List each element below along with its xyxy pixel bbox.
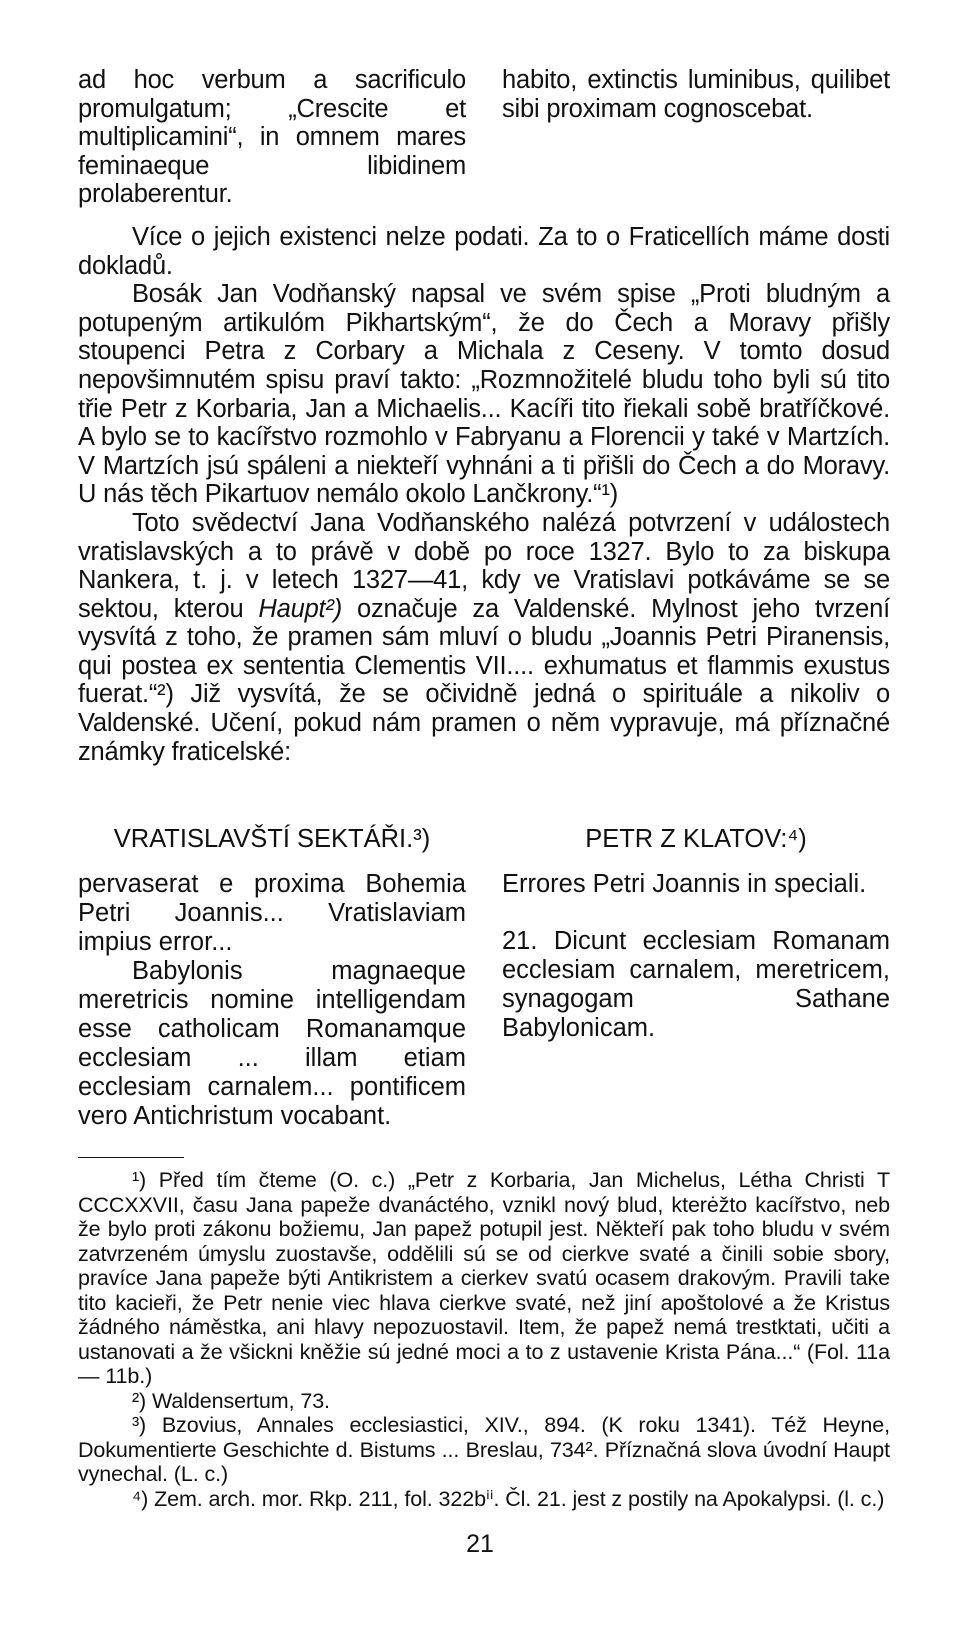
comparison-headings [78, 824, 890, 854]
footnote-2: ²) Waldensertum, 73. [132, 1388, 330, 1413]
footnote-3: ³) Bzovius, Annales ecclesiastici, XIV., 894. (K roku 1341). Též Heyne, Dokumentierte Geschichte d. Bistums ... Breslau, 734². Příznačná slova úvodní Haupt vynechal. (L. c.) [78, 1413, 890, 1487]
footnotes [78, 1168, 890, 1511]
paragraph-3-continuation: označuje za Valdenské. Mylnost jeho tvrzení vysvítá z toho, že pramen sám mluví o bludu „Joannis Petri Piranensis, qui postea ex sententia Clementis VII.... exhumatus et flammis exustus fuerat.“²) Již vysvítá, že se očividně jedná o spirituále a nikoliv o Valdenské. Učení, pokud nám pramen o něm vypravuje, má příznačné známky fraticelské: [78, 594, 890, 766]
footnote-1: ¹) Před tím čteme (O. c.) „Petr z Korbaria, Jan Michelus, Létha Christi T CCCXXVII, času Jana papeže dvanáctého, vznikl nový blud, kterėžto kacířstvo, neb že bylo proti zákonu božiemu, Jan papež potupil jest. Někteří pak toho bludu v svém zatvrzeném úmyslu zuostavše, oddělili sú se od cierkve svaté a činili sobie sbory, pravíce Jana papeže býti Antikristem a cierkev svatú ocasem drakovým. Pravili take tito kacieři, že Petr nenie viec hlava cierkve svaté, než jiní apoštolové a že Kristus žádného náměstka, ani hlavy nepozuostavil. Item, že papež nemá trestktati, učiti a ustanovati a že všickni kněžie sú jedné moci a to z ustavenie Krista Pána...“ (Fol. 11a — 11b.) [78, 1168, 890, 1389]
left-quote-column [78, 870, 466, 1131]
right-quote-2: 21. Dicunt ecclesiam Romanam ecclesiam carnalem, meretricem, synagogam Sathane Babylonicam. [502, 927, 890, 1043]
paragraph-3 [78, 509, 890, 766]
paragraph-3-text: Toto svědectví Jana Vodňanského nalézá potvrzení v událostech vratislavských a to právě v době po roce 1327. Bylo to za biskupa Nankera, t. j. v letech 1327—41, kdy ve Vratislavi potkáváme se se sektou, kterou [78, 508, 890, 623]
top-left-text: ad hoc verbum a sacrificulo promulgatum; „Crescite et multiplicamini“, in omnem mares feminaeque libidinem prolaberentur. [78, 66, 466, 209]
right-quote-column [502, 870, 890, 1131]
page-number: 21 [466, 1530, 494, 1558]
paragraph-1: Více o jejich existenci nelze podati. Za to o Fraticellích máme dosti dokladů. [78, 222, 890, 280]
footnote-4: ⁴) Zem. arch. mor. Rkp. 211, fol. 322bⁱⁱ. Čl. 21. jest z postily na Apokalypsi. (l. c.) [132, 1486, 885, 1511]
left-quote-2: Babylonis magnaeque meretricis nomine intelligendam esse catholicam Romanamque ecclesiam ... illam etiam ecclesiam carnalem... pontificem vero Antichristum vocabant. [78, 957, 466, 1131]
left-quote-1: pervaserat e proxima Bohemia Petri Joannis... Vratislaviam impius error... [78, 870, 466, 957]
haupt-reference: Haupt²) [258, 594, 343, 623]
column-gap [502, 899, 890, 927]
page-content [78, 66, 890, 1511]
heading-right: PETR Z KLATOV:⁴) [585, 825, 807, 854]
top-right-text: habito, extinctis luminibus, quilibet sibi proximam cognoscebat. [502, 66, 890, 123]
paragraph-2: Bosák Jan Vodňanský napsal ve svém spise „Proti bludným a potupeným artikulóm Pikhartským“, že do Čech a Moravy přišly stoupenci Petra z Corbary a Michala z Ceseny. V tomto dosud nepovšimnutém spisu praví takto: „Rozmnožitelé bludu toho byli sú tito třie Petr z Korbaria, Jan a Michaelis... Kacíři tito řiekali sobě bratříčkové. A bylo se to kacířstvo rozmohlo v Fabryanu a Florencii y také v Martzích. V Martzích jsú spáleni a niekteří vyhnáni a ti přišli do Čech a do Moravy. U nás těch Pikartuov nemálo okolo Lančkrony.“¹) [78, 280, 890, 509]
comparison-columns [78, 870, 890, 1131]
footnote-divider [78, 1157, 184, 1158]
main-text [78, 223, 890, 766]
top-two-column-block [78, 66, 890, 209]
heading-left: VRATISLAVŠTÍ SEKTÁŘI.³) [113, 825, 431, 854]
right-quote-1: Errores Petri Joannis in speciali. [502, 870, 867, 899]
